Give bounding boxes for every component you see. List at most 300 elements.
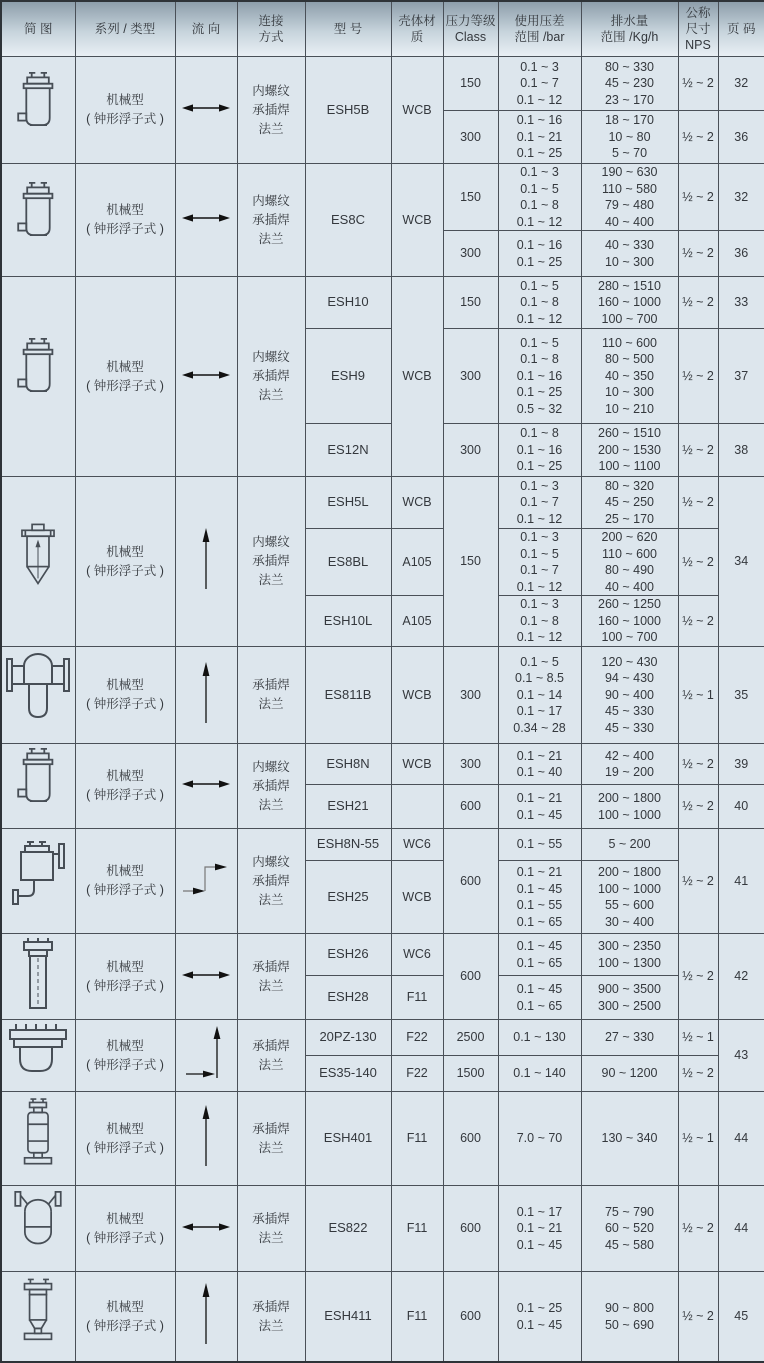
cell-text: 0.1 ~ 45 <box>499 1237 581 1254</box>
table-row <box>1 934 764 976</box>
column-header-diagram <box>1 1 75 57</box>
bidirectional-flow-icon <box>182 1221 230 1233</box>
cell-text: 0.1 ~ 25 <box>499 458 581 475</box>
cell-class <box>443 1056 498 1092</box>
cell-page <box>718 1272 764 1363</box>
column-header-label: 简 图 <box>2 21 75 37</box>
cell-class <box>443 1186 498 1272</box>
cell-text: 10 ~ 300 <box>582 254 678 271</box>
cell-text: 承插焊 <box>238 367 305 386</box>
cell-text: 94 ~ 430 <box>582 670 678 687</box>
cell-text: ESH10L <box>306 613 391 630</box>
table-row <box>1 277 764 329</box>
cell-text: 7.0 ~ 70 <box>499 1130 581 1147</box>
cell-page <box>718 231 764 277</box>
cell-text: 45 ~ 230 <box>582 75 678 92</box>
cell-material <box>391 164 443 277</box>
cell-text: ½ ~ 2 <box>679 613 718 630</box>
cell-text: 0.1 ~ 17 <box>499 703 581 720</box>
cell-series <box>75 1020 175 1092</box>
cell-text: 法兰 <box>238 977 305 996</box>
cell-text: ½ ~ 2 <box>679 1308 718 1325</box>
cell-text: 110 ~ 600 <box>582 546 678 563</box>
cell-diagram <box>1 164 75 277</box>
bidirectional-flow-icon <box>182 969 230 981</box>
cell-model <box>305 477 391 529</box>
cell-text: 42 ~ 400 <box>582 748 678 765</box>
cell-text: 260 ~ 1250 <box>582 596 678 613</box>
cell-flow <box>175 1092 237 1186</box>
cell-flow <box>175 934 237 1020</box>
cell-text: 0.1 ~ 21 <box>499 129 581 146</box>
cell-text: 75 ~ 790 <box>582 1204 678 1221</box>
cell-model <box>305 529 391 596</box>
cell-text: ESH8N <box>306 756 391 773</box>
cell-text: 0.1 ~ 55 <box>499 897 581 914</box>
column-header-label: 型 号 <box>306 21 391 37</box>
cell-material <box>391 1092 443 1186</box>
cell-text: 100 ~ 1000 <box>582 881 678 898</box>
cell-text: 100 ~ 700 <box>582 629 678 646</box>
cell-class <box>443 744 498 785</box>
cell-text: 2500 <box>444 1029 498 1046</box>
cell-dp <box>498 1186 581 1272</box>
cell-nps <box>678 596 718 647</box>
table-row <box>1 1020 764 1056</box>
cell-text: 38 <box>719 442 764 459</box>
cell-text: 32 <box>719 189 764 206</box>
cell-nps <box>678 785 718 829</box>
cell-dp <box>498 596 581 647</box>
cell-text: ½ ~ 1 <box>679 1029 718 1046</box>
cell-class <box>443 785 498 829</box>
cell-text: 36 <box>719 245 764 262</box>
cell-text: 35 <box>719 687 764 704</box>
column-header-label: 质 <box>392 29 443 45</box>
cell-text: 法兰 <box>238 571 305 590</box>
cell-text: ES8C <box>306 212 391 229</box>
cell-text: 0.1 ~ 7 <box>499 562 581 579</box>
cell-text: 0.1 ~ 25 <box>499 254 581 271</box>
cell-drain <box>581 976 678 1020</box>
cell-text: F22 <box>392 1065 443 1082</box>
cell-dp <box>498 1272 581 1363</box>
cell-model <box>305 329 391 424</box>
cell-text: ½ ~ 1 <box>679 1130 718 1147</box>
cell-drain <box>581 861 678 934</box>
cell-text: ESH10 <box>306 294 391 311</box>
cell-class <box>443 424 498 477</box>
cell-model <box>305 647 391 744</box>
cell-flow <box>175 57 237 164</box>
cell-material <box>391 529 443 596</box>
cell-material <box>391 861 443 934</box>
cell-text: 36 <box>719 129 764 146</box>
cell-text: 600 <box>444 873 498 890</box>
cell-text: 19 ~ 200 <box>582 764 678 781</box>
cell-flow <box>175 164 237 277</box>
cell-drain <box>581 231 678 277</box>
cell-text: 0.1 ~ 55 <box>499 836 581 853</box>
cell-flow <box>175 1186 237 1272</box>
cell-text: 0.1 ~ 5 <box>499 278 581 295</box>
cell-connection <box>237 164 305 277</box>
cell-text: 60 ~ 520 <box>582 1220 678 1237</box>
cell-text: 0.1 ~ 3 <box>499 478 581 495</box>
cell-diagram <box>1 1272 75 1363</box>
cell-model <box>305 976 391 1020</box>
cell-nps <box>678 329 718 424</box>
cell-text: 0.1 ~ 16 <box>499 368 581 385</box>
cell-dp <box>498 744 581 785</box>
column-header-label: 范围 /bar <box>499 29 581 45</box>
cell-text: ESH401 <box>306 1130 391 1147</box>
cell-text: 承插焊 <box>238 1120 305 1139</box>
column-header-label: 页 码 <box>719 21 764 37</box>
cell-text: 0.1 ~ 12 <box>499 214 581 231</box>
cell-drain <box>581 934 678 976</box>
cell-connection <box>237 829 305 934</box>
cell-text: 44 <box>719 1220 764 1237</box>
cell-text: 45 ~ 580 <box>582 1237 678 1254</box>
cell-model <box>305 785 391 829</box>
cell-text: 25 ~ 170 <box>582 511 678 528</box>
cell-text: F22 <box>392 1029 443 1046</box>
cell-model <box>305 1092 391 1186</box>
cell-model <box>305 1020 391 1056</box>
bell-float-trap-icon <box>11 335 65 413</box>
cell-drain <box>581 1092 678 1186</box>
cell-text: 0.1 ~ 8 <box>499 613 581 630</box>
cell-page <box>718 111 764 164</box>
cell-text: 160 ~ 1000 <box>582 613 678 630</box>
cell-text: 0.1 ~ 25 <box>499 384 581 401</box>
cell-model <box>305 1056 391 1092</box>
cell-model <box>305 829 391 861</box>
column-header-model <box>305 1 391 57</box>
cell-text: 50 ~ 690 <box>582 1317 678 1334</box>
round-body-trap-icon <box>10 1186 66 1266</box>
cell-text: 承插焊 <box>238 101 305 120</box>
column-header-label: 方式 <box>238 29 305 45</box>
cell-text: 44 <box>719 1130 764 1147</box>
cell-series <box>75 744 175 829</box>
cell-page <box>718 647 764 744</box>
cell-dp <box>498 529 581 596</box>
cell-text: 160 ~ 1000 <box>582 294 678 311</box>
cell-text: 机械型 <box>76 201 175 220</box>
cell-text: 0.1 ~ 3 <box>499 59 581 76</box>
cell-class <box>443 1272 498 1363</box>
cell-page <box>718 277 764 329</box>
cell-connection <box>237 277 305 477</box>
cell-text: 100 ~ 1100 <box>582 458 678 475</box>
cell-nps <box>678 477 718 529</box>
cell-text: 0.1 ~ 45 <box>499 1317 581 1334</box>
table-row <box>1 744 764 785</box>
cell-text: ½ ~ 2 <box>679 129 718 146</box>
cell-text: 0.1 ~ 8.5 <box>499 670 581 687</box>
cell-text: ( 钟形浮子式 ) <box>76 1056 175 1075</box>
cell-text: ESH9 <box>306 368 391 385</box>
cell-diagram <box>1 277 75 477</box>
cell-text: ( 钟形浮子式 ) <box>76 377 175 396</box>
cell-text: WCB <box>392 368 443 385</box>
offset-outlet-trap-icon <box>8 836 68 922</box>
table-row <box>1 477 764 529</box>
cell-text: 法兰 <box>238 1139 305 1158</box>
cell-text: 承插焊 <box>238 958 305 977</box>
cell-text: WCB <box>392 102 443 119</box>
cell-text: 承插焊 <box>238 211 305 230</box>
cell-text: ½ ~ 2 <box>679 798 718 815</box>
cell-text: 0.1 ~ 21 <box>499 790 581 807</box>
cell-drain <box>581 744 678 785</box>
cell-drain <box>581 529 678 596</box>
bidirectional-flow-icon <box>182 212 230 224</box>
bell-float-trap-icon <box>11 69 65 147</box>
table-row <box>1 647 764 744</box>
cell-text: 法兰 <box>238 386 305 405</box>
table-body <box>1 57 764 1363</box>
cell-text: 0.1 ~ 16 <box>499 112 581 129</box>
cell-text: ½ ~ 2 <box>679 442 718 459</box>
table-row <box>1 1092 764 1186</box>
cell-nps <box>678 1272 718 1363</box>
cell-text: ½ ~ 2 <box>679 368 718 385</box>
cell-material <box>391 277 443 477</box>
cell-dp <box>498 231 581 277</box>
cell-text: ( 钟形浮子式 ) <box>76 1317 175 1336</box>
cell-material <box>391 829 443 861</box>
cell-page <box>718 424 764 477</box>
cell-text: 承插焊 <box>238 1037 305 1056</box>
cell-series <box>75 1092 175 1186</box>
cell-text: 法兰 <box>238 695 305 714</box>
cell-text: ESH25 <box>306 889 391 906</box>
cell-text: 190 ~ 630 <box>582 164 678 181</box>
vertical-float-trap-icon <box>11 517 65 601</box>
cell-text: 0.1 ~ 65 <box>499 955 581 972</box>
cell-text: 260 ~ 1510 <box>582 425 678 442</box>
cell-text: 0.1 ~ 3 <box>499 596 581 613</box>
cell-connection <box>237 477 305 647</box>
cell-diagram <box>1 1020 75 1092</box>
column-header-series <box>75 1 175 57</box>
cell-series <box>75 277 175 477</box>
cell-model <box>305 277 391 329</box>
cell-text: 37 <box>719 368 764 385</box>
tall-vessel-trap-icon <box>12 1092 64 1180</box>
cell-text: 0.1 ~ 45 <box>499 981 581 998</box>
cell-class <box>443 164 498 231</box>
cell-text: 45 ~ 330 <box>582 720 678 737</box>
cell-flow <box>175 277 237 477</box>
cell-series <box>75 164 175 277</box>
cell-text: 300 <box>444 129 498 146</box>
cell-series <box>75 1186 175 1272</box>
cell-text: ESH21 <box>306 798 391 815</box>
cell-diagram <box>1 1092 75 1186</box>
cell-text: 0.1 ~ 130 <box>499 1029 581 1046</box>
cell-nps <box>678 1020 718 1056</box>
cell-connection <box>237 57 305 164</box>
column-header-dp <box>498 1 581 57</box>
cell-text: 0.1 ~ 12 <box>499 311 581 328</box>
cell-material <box>391 1056 443 1092</box>
cell-text: ½ ~ 2 <box>679 1220 718 1237</box>
cell-text: 300 <box>444 756 498 773</box>
cell-text: F11 <box>392 1220 443 1237</box>
column-header-label: 尺寸 <box>679 21 718 37</box>
cell-text: ESH411 <box>306 1308 391 1325</box>
cell-text: ( 钟形浮子式 ) <box>76 1139 175 1158</box>
cell-drain <box>581 164 678 231</box>
cell-text: 150 <box>444 553 498 570</box>
cell-text: WCB <box>392 889 443 906</box>
cell-text: 42 <box>719 968 764 985</box>
cell-text: ESH8N-55 <box>306 836 391 853</box>
cell-text: 法兰 <box>238 1317 305 1336</box>
cell-text: 10 ~ 80 <box>582 129 678 146</box>
cell-nps <box>678 57 718 111</box>
cell-nps <box>678 829 718 934</box>
column-header-label: 连接 <box>238 13 305 29</box>
cell-text: ½ ~ 2 <box>679 873 718 890</box>
cylinder-trap-icon <box>13 934 63 1014</box>
cell-text: 90 ~ 1200 <box>582 1065 678 1082</box>
bidirectional-flow-icon <box>182 369 230 381</box>
cell-diagram <box>1 1186 75 1272</box>
cell-text: 600 <box>444 1130 498 1147</box>
cell-model <box>305 1272 391 1363</box>
cell-connection <box>237 647 305 744</box>
cell-text: WCB <box>392 494 443 511</box>
column-header-class <box>443 1 498 57</box>
cell-series <box>75 477 175 647</box>
cell-text: 承插焊 <box>238 872 305 891</box>
cell-text: 5 ~ 200 <box>582 836 678 853</box>
cell-class <box>443 57 498 111</box>
cell-text: 机械型 <box>76 767 175 786</box>
cell-text: 0.1 ~ 5 <box>499 181 581 198</box>
cell-page <box>718 744 764 785</box>
cell-text: 0.1 ~ 65 <box>499 998 581 1015</box>
cell-flow <box>175 647 237 744</box>
cell-text: 法兰 <box>238 891 305 910</box>
cell-text: 900 ~ 3500 <box>582 981 678 998</box>
cell-class <box>443 477 498 647</box>
cell-text: 0.1 ~ 3 <box>499 164 581 181</box>
cell-dp <box>498 164 581 231</box>
cell-flow <box>175 1272 237 1363</box>
cell-model <box>305 164 391 277</box>
cell-material <box>391 1272 443 1363</box>
cell-connection <box>237 1272 305 1363</box>
header-row <box>1 1 764 57</box>
cell-drain <box>581 829 678 861</box>
cell-text: 40 ~ 350 <box>582 368 678 385</box>
table-header <box>1 1 764 57</box>
cell-dp <box>498 976 581 1020</box>
cell-text: 机械型 <box>76 1120 175 1139</box>
cell-text: 55 ~ 600 <box>582 897 678 914</box>
cell-connection <box>237 744 305 829</box>
column-header-page <box>718 1 764 57</box>
cell-drain <box>581 57 678 111</box>
cell-text: 机械型 <box>76 676 175 695</box>
cell-text: 机械型 <box>76 1037 175 1056</box>
bidirectional-flow-icon <box>182 102 230 114</box>
cell-text: 40 ~ 330 <box>582 237 678 254</box>
cell-text: 机械型 <box>76 1210 175 1229</box>
cell-nps <box>678 231 718 277</box>
cell-text: 32 <box>719 75 764 92</box>
cell-diagram <box>1 57 75 164</box>
cell-text: A105 <box>392 554 443 571</box>
cell-text: ½ ~ 2 <box>679 294 718 311</box>
cell-text: 120 ~ 430 <box>582 654 678 671</box>
cell-material <box>391 976 443 1020</box>
cell-text: 0.34 ~ 28 <box>499 720 581 737</box>
cell-nps <box>678 1056 718 1092</box>
cell-model <box>305 424 391 477</box>
cell-text: 0.1 ~ 40 <box>499 764 581 781</box>
cell-diagram <box>1 744 75 829</box>
cell-text: 110 ~ 600 <box>582 335 678 352</box>
cell-nps <box>678 1186 718 1272</box>
table-row <box>1 57 764 111</box>
cell-series <box>75 647 175 744</box>
cell-text: 0.1 ~ 16 <box>499 237 581 254</box>
cell-material <box>391 596 443 647</box>
cell-text: 承插焊 <box>238 552 305 571</box>
cell-dp <box>498 57 581 111</box>
cell-text: 内螺纹 <box>238 82 305 101</box>
cell-text: ( 钟形浮子式 ) <box>76 110 175 129</box>
cell-text: 机械型 <box>76 1298 175 1317</box>
cell-drain <box>581 1272 678 1363</box>
cell-text: 法兰 <box>238 230 305 249</box>
cell-text: 0.1 ~ 12 <box>499 579 581 596</box>
cell-model <box>305 934 391 976</box>
cell-diagram <box>1 934 75 1020</box>
cell-text: 150 <box>444 75 498 92</box>
cell-material <box>391 785 443 829</box>
cell-nps <box>678 934 718 1020</box>
cell-text: 80 ~ 500 <box>582 351 678 368</box>
cell-flow <box>175 744 237 829</box>
cell-text: 300 <box>444 245 498 262</box>
cell-dp <box>498 477 581 529</box>
cell-page <box>718 57 764 111</box>
cell-text: 0.5 ~ 32 <box>499 401 581 418</box>
cell-text: WC6 <box>392 946 443 963</box>
cell-text: 承插焊 <box>238 777 305 796</box>
cell-page <box>718 477 764 647</box>
cell-drain <box>581 477 678 529</box>
cell-text: 0.1 ~ 5 <box>499 335 581 352</box>
cell-connection <box>237 1092 305 1186</box>
cell-text: 600 <box>444 798 498 815</box>
cell-text: 0.1 ~ 45 <box>499 807 581 824</box>
cell-text: 0.1 ~ 45 <box>499 881 581 898</box>
cell-text: ESH5L <box>306 494 391 511</box>
cell-class <box>443 647 498 744</box>
cell-text: 45 ~ 330 <box>582 703 678 720</box>
cell-text: ½ ~ 2 <box>679 245 718 262</box>
cell-text: F11 <box>392 1130 443 1147</box>
